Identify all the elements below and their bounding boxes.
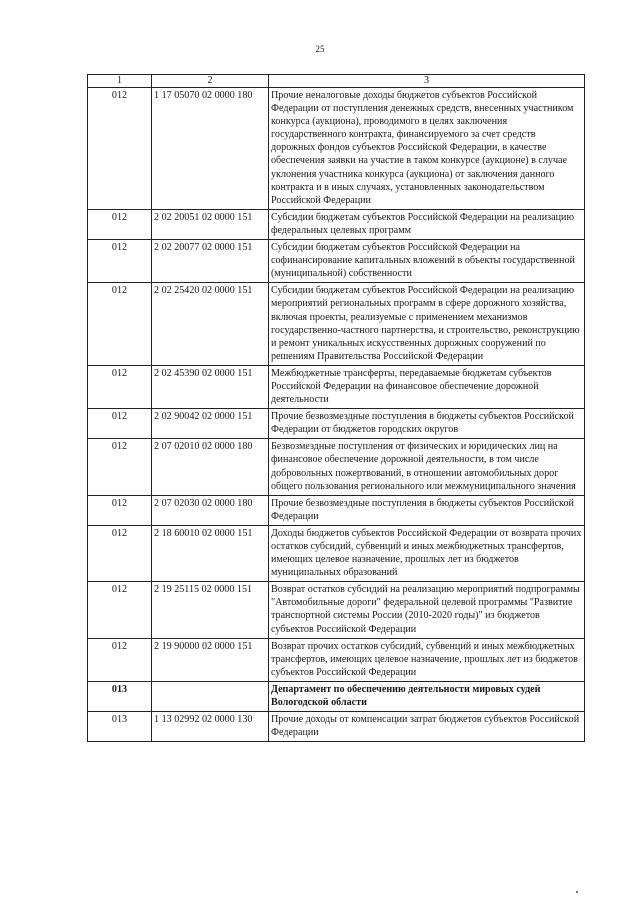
budget-code-cell: 2 02 45390 02 0000 151: [152, 365, 269, 408]
budget-code-cell: [152, 681, 269, 711]
budget-code-cell: 1 17 05070 02 0000 180: [152, 88, 269, 210]
header-col-2: 2: [152, 75, 269, 88]
admin-code-cell: 012: [88, 88, 152, 210]
revenue-description-cell: Субсидии бюджетам субъектов Российской Федерации на реализацию мероприятий региональных программ в сфере дорожного хозяйства, включая проекты, реализуемые с применением механизмов государственно-частного партнерства, и строительство, реконструкцию и ремонт уникальных искусственных дорожных сооружений по решениям Правительства Российской Федерации: [269, 283, 585, 366]
admin-code-cell: 012: [88, 240, 152, 283]
table-header-row: [88, 75, 585, 88]
revenue-description-cell: Доходы бюджетов субъектов Российской Федерации от возврата прочих остатков субсидий, субвенций и иных межбюджетных трансфертов, имеющих целевое назначение, прошлых лет из бюджетов муниципальных образований: [269, 525, 585, 581]
admin-code-cell: 012: [88, 525, 152, 581]
table-row: [88, 495, 585, 525]
revenue-codes-table: [87, 74, 585, 742]
table-row: [88, 365, 585, 408]
revenue-description-cell: Субсидии бюджетам субъектов Российской Федерации на реализацию федеральных целевых программ: [269, 209, 585, 239]
header-col-1: 1: [88, 75, 152, 88]
budget-code-cell: 2 02 20077 02 0000 151: [152, 240, 269, 283]
budget-code-cell: 2 19 25115 02 0000 151: [152, 582, 269, 638]
administrator-name-cell: Департамент по обеспечению деятельности мировых судей Вологодской области: [269, 681, 585, 711]
revenue-description-cell: Возврат прочих остатков субсидий, субвенций и иных межбюджетных трансфертов, имеющих целевое назначение, прошлых лет из бюджетов субъектов Российской Федерации: [269, 638, 585, 681]
page-number: 25: [315, 44, 325, 54]
table-row: [88, 240, 585, 283]
admin-code-cell: 012: [88, 638, 152, 681]
table-body: [88, 88, 585, 742]
admin-code-cell: 012: [88, 582, 152, 638]
budget-code-cell: 1 13 02992 02 0000 130: [152, 712, 269, 742]
budget-code-cell: 2 07 02010 02 0000 180: [152, 439, 269, 495]
admin-code-cell: 013: [88, 681, 152, 711]
budget-code-cell: 2 02 25420 02 0000 151: [152, 283, 269, 366]
admin-code-cell: 012: [88, 495, 152, 525]
admin-code-cell: 012: [88, 365, 152, 408]
table-row: [88, 638, 585, 681]
revenue-description-cell: Субсидии бюджетам субъектов Российской Федерации на софинансирование капитальных вложений в объекты государственной (муниципальной) собственности: [269, 240, 585, 283]
section-header-row: [88, 681, 585, 711]
revenue-description-cell: Прочие неналоговые доходы бюджетов субъектов Российской Федерации от поступления денежных средств, внесенных участником конкурса (аукциона), проводимого в целях заключения государственного контракта, финансируемого за счет средств дорожных фондов субъектов Российской Федерации, в качестве обеспечения заявки на участие в таком конкурсе (аукционе) в случае уклонения участника конкурса (аукциона) от заключения данного контракта и в иных случаях, установленных законодательством Российской Федерации: [269, 88, 585, 210]
table-row: [88, 283, 585, 366]
revenue-description-cell: Межбюджетные трансферты, передаваемые бюджетам субъектов Российской Федерации на финансовое обеспечение дорожной деятельности: [269, 365, 585, 408]
table-row: [88, 712, 585, 742]
admin-code-cell: 012: [88, 409, 152, 439]
budget-code-cell: 2 18 60010 02 0000 151: [152, 525, 269, 581]
table-row: [88, 409, 585, 439]
table-row: [88, 209, 585, 239]
admin-code-cell: 012: [88, 209, 152, 239]
budget-code-cell: 2 07 02030 02 0000 180: [152, 495, 269, 525]
scan-mark: [576, 891, 578, 893]
revenue-description-cell: Прочие доходы от компенсации затрат бюджетов субъектов Российской Федерации: [269, 712, 585, 742]
admin-code-cell: 013: [88, 712, 152, 742]
revenue-description-cell: Прочие безвозмездные поступления в бюджеты субъектов Российской Федерации: [269, 495, 585, 525]
admin-code-cell: 012: [88, 283, 152, 366]
table-row: [88, 582, 585, 638]
budget-code-cell: 2 02 90042 02 0000 151: [152, 409, 269, 439]
revenue-description-cell: Возврат остатков субсидий на реализацию мероприятий подпрограммы "Автомобильные дороги" федеральной целевой программы "Развитие транспортной системы России (2010-2020 годы)" из бюджетов субъектов Российской Федерации: [269, 582, 585, 638]
admin-code-cell: 012: [88, 439, 152, 495]
table-row: [88, 439, 585, 495]
revenue-description-cell: Безвозмездные поступления от физических и юридических лиц на финансовое обеспечение дорожной деятельности, в том числе добровольных пожертвований, в отношении автомобильных дорог общего пользования регионального или межмуниципального значения: [269, 439, 585, 495]
table-row: [88, 525, 585, 581]
budget-code-cell: 2 19 90000 02 0000 151: [152, 638, 269, 681]
budget-code-cell: 2 02 20051 02 0000 151: [152, 209, 269, 239]
table-row: [88, 88, 585, 210]
header-col-3: 3: [269, 75, 585, 88]
revenue-description-cell: Прочие безвозмездные поступления в бюджеты субъектов Российской Федерации от бюджетов городских округов: [269, 409, 585, 439]
